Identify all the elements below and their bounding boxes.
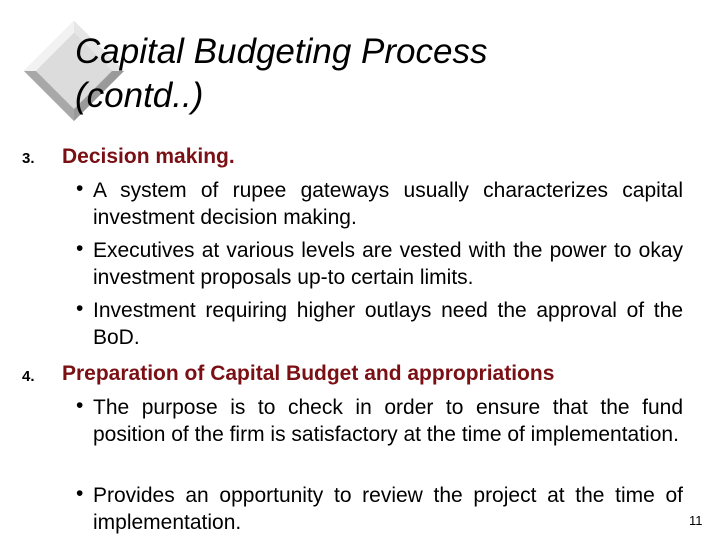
title-line-1: Capital Budgeting Process: [75, 32, 488, 71]
bullet-icon: •: [76, 482, 84, 505]
slide-title: [75, 30, 487, 118]
page-number: 11: [689, 513, 703, 528]
bullet-text: Provides an opportunity to review the project at the time of implementation.: [93, 484, 683, 534]
bullet-text: A system of rupee gateways usually characterizes capital investment decision making.: [93, 179, 683, 229]
section-heading: Preparation of Capital Budget and appropriations: [62, 362, 555, 385]
bullet-icon: •: [76, 237, 84, 260]
bullet-icon: •: [76, 394, 84, 417]
title-line-2: (contd..): [75, 76, 204, 115]
bullet-icon: •: [76, 297, 84, 320]
bullet-text: Executives at various levels are vested with the power to okay investment proposals up-to certain limits.: [93, 239, 683, 289]
bullet-icon: •: [76, 177, 84, 200]
bullet-text: Investment requiring higher outlays need the approval of the BoD.: [93, 299, 683, 349]
section-heading: Decision making.: [62, 145, 235, 168]
section-number: 4.: [22, 368, 35, 385]
section-number: 3.: [22, 150, 35, 167]
bullet-text: The purpose is to check in order to ensure that the fund position of the firm is satisfactory at the time of implementation.: [93, 396, 683, 446]
